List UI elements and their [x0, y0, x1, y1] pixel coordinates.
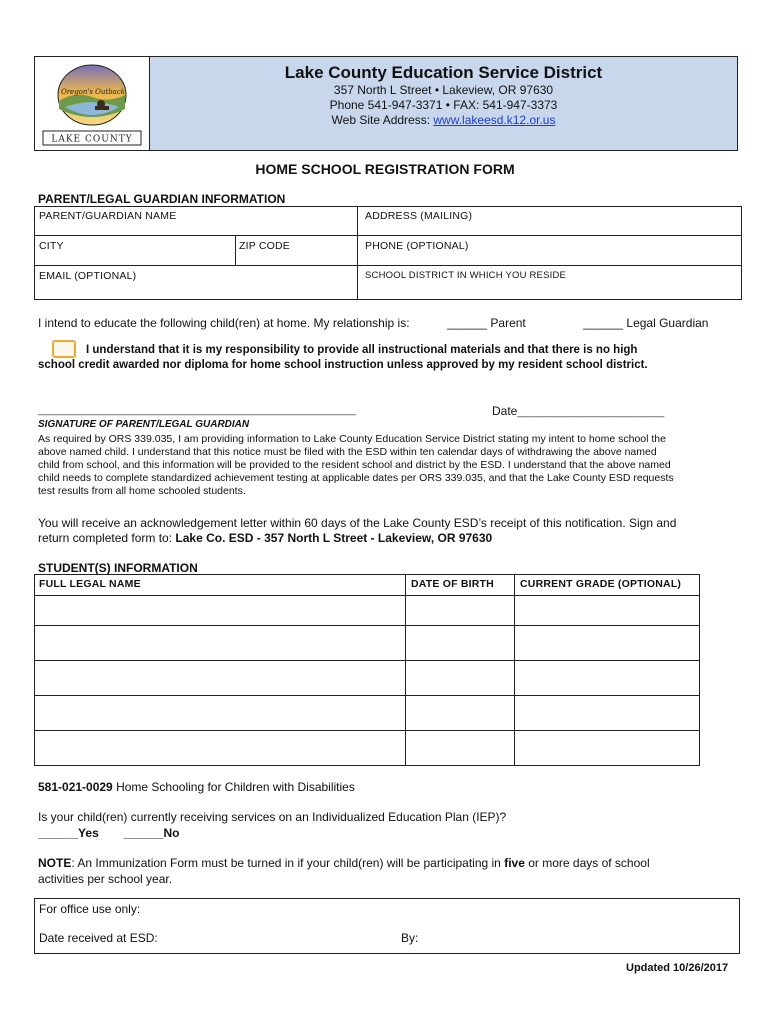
students-heading: STUDENT(S) INFORMATION	[38, 561, 198, 575]
understand-line1: I understand that it is my responsibility to provide all instructional materials and that there is no high	[86, 344, 638, 356]
guardian-label: Legal Guardian	[626, 316, 709, 330]
date-received-field[interactable]: Date received at ESD:	[39, 931, 158, 945]
ors-line: child needs to complete standardized achievement testing at applicable dates per ORS 339.035, and that the Lake County ESD requests	[38, 472, 674, 484]
updated-date: Updated 10/26/2017	[626, 962, 729, 974]
office-use-box	[34, 898, 740, 954]
ors-line: As required by ORS 339.035, I am providing information to Lake County Education Service District stating my intent to home school the	[38, 433, 666, 445]
iep-yes-blank[interactable]: ______	[38, 826, 79, 840]
iep-no: No	[163, 826, 180, 840]
zip-field[interactable]: ZIP CODE	[239, 240, 290, 252]
iep-question: Is your child(ren) currently receiving services on an Individualized Education Plan (IEP)?	[38, 810, 507, 824]
date-label: Date	[492, 404, 518, 418]
relationship-intro: I intend to educate the following child(ren) at home. My relationship is:	[38, 316, 410, 330]
return-address: Lake Co. ESD - 357 North L Street - Lakeview, OR 97630	[175, 531, 493, 545]
acknowledge-checkbox[interactable]	[52, 340, 76, 358]
student-row[interactable]	[35, 731, 699, 765]
district-name: Lake County Education Service District	[284, 63, 603, 82]
district-address: 357 North L Street • Lakeview, OR 97630	[333, 83, 554, 97]
ors-line: above named child. I understand that this notice must be filed with the ESD within ten calendar days of withdrawing the above named	[38, 446, 657, 458]
student-row[interactable]	[35, 626, 699, 660]
note-text2: or more days of school	[528, 856, 650, 870]
form-title: HOME SCHOOL REGISTRATION FORM	[255, 161, 515, 177]
ack-line1: You will receive an acknowledgement letter within 60 days of the Lake County ESD’s receipt of this notification. Sign and	[38, 516, 677, 530]
letterhead	[34, 56, 738, 151]
note-line2: activities per school year.	[38, 872, 173, 886]
col-date-of-birth: DATE OF BIRTH	[411, 578, 494, 590]
address-field[interactable]: ADDRESS (MAILING)	[365, 210, 473, 222]
logo-script: Oregon's Outback	[60, 88, 126, 96]
parent-name-field[interactable]: PARENT/GUARDIAN NAME	[39, 210, 177, 222]
iep-yes: Yes	[78, 826, 99, 840]
note-label: NOTE	[38, 856, 72, 870]
disabilities-rule	[38, 780, 355, 794]
email-field[interactable]: EMAIL (OPTIONAL)	[39, 270, 137, 282]
signature-caption: SIGNATURE OF PARENT/LEGAL GUARDIAN	[38, 419, 250, 430]
iep-no-blank[interactable]: ______	[123, 826, 164, 840]
immunization-note	[38, 856, 650, 870]
student-row[interactable]	[35, 661, 699, 695]
ors-paragraph	[38, 433, 738, 498]
received-by-field[interactable]: By:	[401, 931, 419, 945]
ors-line: test results from all home schooled students.	[38, 485, 246, 497]
office-use-heading: For office use only:	[39, 902, 141, 916]
parent-label: Parent	[490, 316, 526, 330]
note-five: five	[504, 856, 525, 870]
students-table	[34, 574, 700, 766]
district-web	[150, 113, 737, 128]
web-label: Web Site Address:	[331, 113, 431, 127]
lake-county-logo	[35, 57, 149, 150]
rule-code: 581-021-0029	[38, 780, 113, 794]
city-field[interactable]: CITY	[39, 240, 64, 252]
understand-line2: school credit awarded nor diploma for home school instruction unless approved by my resident school district.	[38, 359, 648, 371]
rule-title: Home Schooling for Children with Disabilities	[116, 780, 355, 794]
parent-section-heading: PARENT/LEGAL GUARDIAN INFORMATION	[38, 192, 286, 206]
ack-line2	[38, 531, 492, 545]
guardian-blank[interactable]: ______	[583, 316, 624, 330]
logo-text: LAKE COUNTY	[51, 134, 133, 145]
signature-line[interactable]: ____________________________________________________	[38, 404, 357, 416]
website-link[interactable]: www.lakeesd.k12.or.us	[433, 113, 556, 127]
student-row[interactable]	[35, 596, 699, 625]
phone-field[interactable]: PHONE (OPTIONAL)	[365, 240, 469, 252]
relationship-parent[interactable]	[447, 316, 526, 330]
col-full-legal-name: FULL LEGAL NAME	[39, 578, 141, 590]
parent-blank[interactable]: ______	[447, 316, 488, 330]
date-line[interactable]: ________________________	[517, 406, 665, 418]
letterhead-title-cell	[150, 57, 737, 150]
col-current-grade: CURRENT GRADE (OPTIONAL)	[520, 578, 682, 590]
note-text1: : An Immunization Form must be turned in if your child(ren) will be participating in	[71, 856, 501, 870]
parent-info-table	[34, 206, 742, 300]
student-row[interactable]	[35, 696, 699, 730]
school-district-field[interactable]: SCHOOL DISTRICT IN WHICH YOU RESIDE	[365, 270, 567, 281]
logo-cell	[35, 57, 150, 150]
relationship-guardian[interactable]	[583, 316, 708, 330]
ors-line: child from school, and this information will be provided to the resident school and district by the ESD. I understand that the above named	[38, 459, 671, 471]
district-phone: Phone 541-947-3371 • FAX: 541-947-3373	[329, 98, 558, 112]
ack-prefix: return completed form to:	[38, 531, 173, 545]
signature-date[interactable]	[492, 404, 664, 418]
iep-answers	[38, 826, 179, 840]
